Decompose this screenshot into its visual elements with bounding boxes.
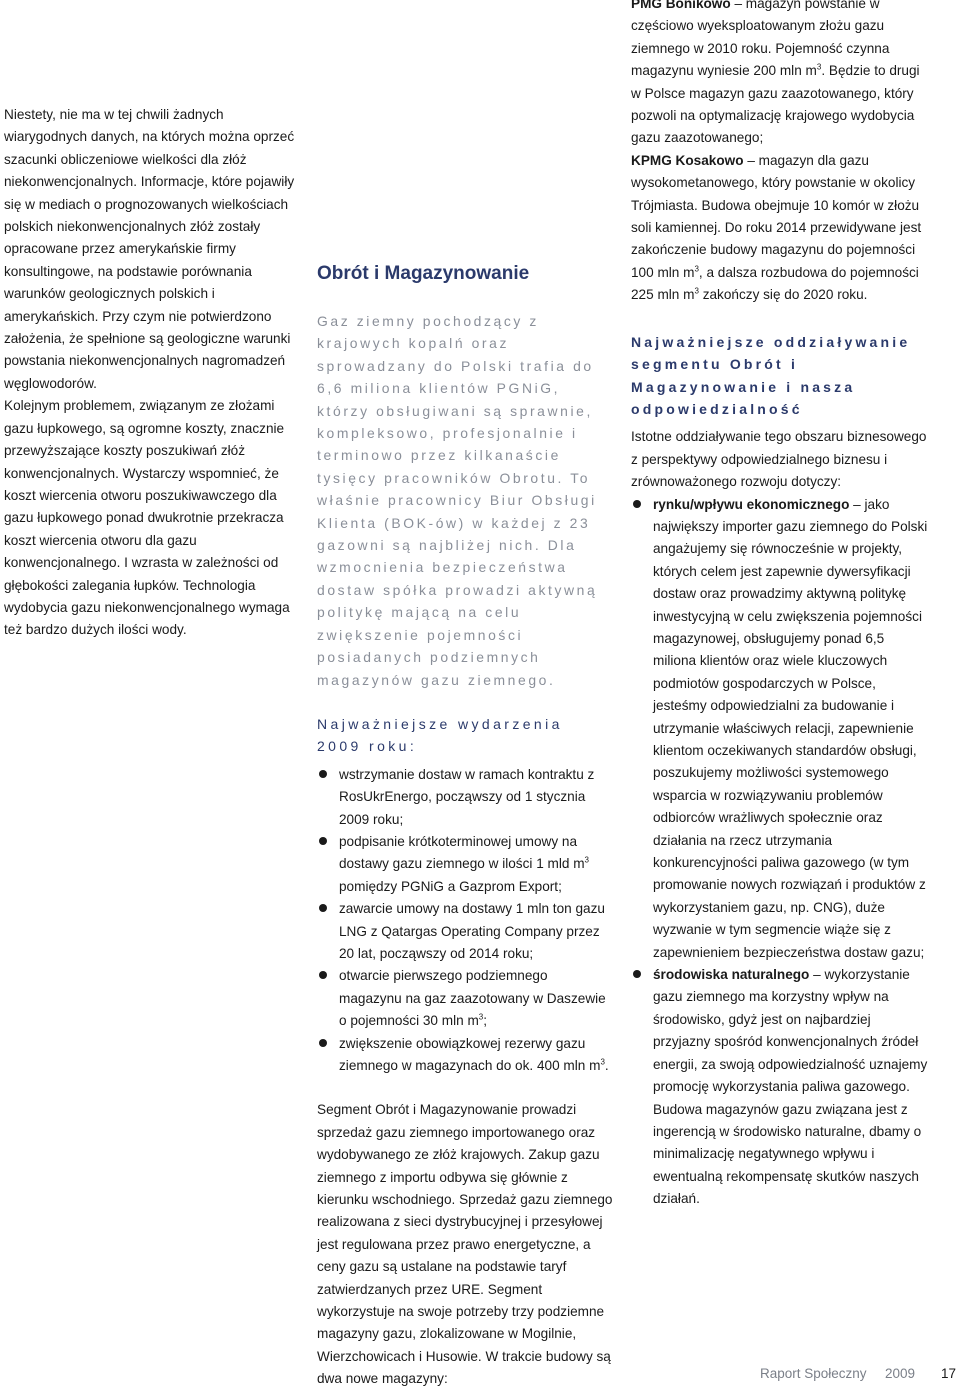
- body-paragraph: Niestety, nie ma w tej chwili żadnych wiarygodnych danych, na których można oprzeć szacunki obliczeniowe wielkości dla złóż niekonwencjonalnych. Informacje, które pojawiły się w mediach o prognozowanych wielkościach polskich niekonwencjonalnych złóż zostały opracowane przez amerykańskie firmy konsultingowe, na podstawie porównania warunków geologicznych polskich i amerykańskich. Przy czym nie potwierdzono założenia, że spełnione są geologiczne warunki powstania niekonwencjonalnych nagromadzeń węglowodorów.: [4, 107, 295, 391]
- event-item: podpisanie krótkoterminowej umowy na dostawy gazu ziemnego w ilości 1 mld $m^3$ pomiędzy PGNiG a Gazprom Export;: [317, 831, 613, 898]
- column-right: [631, 0, 931, 1211]
- body-paragraph: Kolejnym problemem, związanym ze złożami gazu łupkowego, są ogromne koszty, znacznie przewyższające koszty poszukiwań złóż konwencjonalnych. Wystarczy wspomnieć, że koszt wiercenia otworu poszukiwawczego dla gazu łupkowego ponad dwukrotnie przekracza koszt wiercenia otworu dla gazu konwencjonalnego. I wzrasta w zależności od głębokości zalegania łupków. Technologia wydobycia gazu niekonwencjonalnego wymaga też bardzo dużych ilości wody.: [4, 398, 290, 638]
- events-heading: Najważniejsze wydarzenia 2009 roku:: [317, 715, 563, 755]
- event-item: zawarcie umowy na dostawy 1 mln ton gazu LNG z Qatargas Operating Company przez 20 lat, począwszy od 2014 roku;: [317, 898, 613, 965]
- footer-report: Raport Społeczny: [760, 1366, 867, 1381]
- event-item: wstrzymanie dostaw w ramach kontraktu z RosUkrEnergo, począwszy od 1 stycznia 2009 roku;: [317, 764, 613, 831]
- impact-list: [631, 494, 931, 1211]
- bonikowo-name: PMG Bonikowo: [631, 0, 731, 11]
- impact-item: rynku/wpływu ekonomicznego – jako największy importer gazu ziemnego do Polski angażujemy się równocześnie w projekty, których celem jest zapewnie dywersyfikacji dostaw oraz prowadzimy aktywną politykę inwestycyjną w celu zwiększenia pojemności magazynowej, obsługujemy ponad 6,5 miliona klientów oraz wiele kluczowych podmiotów gospodarczych w Polsce, jesteśmy odpowiedzialni za budowanie i utrzymanie właściwych relacji, zapewnienie klientom oczekiwanych standardów obsługi, poszukujemy możliwości systemowego wsparcia w rozwiązywaniu problemów odbiorców wrażliwych społecznie oraz działania na rzecz utrzymania konkurencyjności paliwa gazowego (w tym promowanie nowych rozwiązań i produktów z wykorzystaniem gazu, np. CNG), duże wyzwanie w tym segmencie wiąże się z zapewnieniem bezpieczeństwa dostaw gazu;: [631, 494, 931, 965]
- column-left: [4, 104, 296, 642]
- segment-paragraph: Segment Obrót i Magazynowanie prowadzi sprzedaż gazu ziemnego importowanego oraz wydobywanego ze złóż krajowych. Zakup gazu ziemnego z importu odbywa się głównie z kierunku wschodniego. Sprzedaż gazu ziemnego realizowana z sieci dystrybucyjnej i przesyłowej jest regulowana przez prawo energetyczne, a ceny gazu są ustalane na podstawie taryf zatwierdzanych przez URE. Segment wykorzystuje na swoje potrzeby trzy podziemne magazyny gazu, zlokalizowane w Mogilnie, Wierzchowicach i Husowie. W trakcie budowy są dwa nowe magazyny:: [317, 1102, 613, 1387]
- impact-item: środowiska naturalnego – wykorzystanie gazu ziemnego ma korzystny wpływ na środowisko, gdyż jest on najbardziej przyjazny spośród konwencjonalnych źródeł energii, za swoją odpowiedzialność uznajemy promocję wykorzystania paliwa gazowego. Budowa magazynów gazu związana jest z ingerencją w środowisko naturalne, dbamy o minimalizację negatywnego wpływu i ewentualną rekompensatę skutków naszych działań.: [631, 964, 931, 1210]
- footer-page-number: 17: [941, 1366, 957, 1381]
- kosakowo-name: KPMG Kosakowo: [631, 152, 744, 168]
- impact-heading: Najważniejsze oddziaływanie segmentu Obrót i Magazynowanie i nasza odpowiedzialność: [631, 333, 911, 417]
- bonikowo-paragraph: PMG Bonikowo – magazyn powstanie w częściowo wyeksploatowanym złożu gazu ziemnego w 2010 roku. Pojemność czynna magazynu wyniesie 200 mln $m^3$. Będzie to drugi w Polsce magazyn gazu zaazotowanego, który pozwoli na optymalizację krajowego wydobycia gazu zaazotowanego;: [631, 0, 931, 150]
- column-middle: [317, 262, 613, 1391]
- events-list: [317, 764, 613, 1078]
- kosakowo-paragraph: KPMG Kosakowo – magazyn dla gazu wysokometanowego, który powstanie w okolicy Trójmiasta. Budowa obejmuje 10 komór w złożu soli kamiennej. Do roku 2014 przewidywane jest zakończenie budowy magazynu do pojemności 100 mln $m^3$, a dalsza rozbudowa do pojemności 225 mln $m^3$ zakończy się do 2020 roku.: [631, 152, 922, 303]
- event-item: zwiększenie obowiązkowej rezerwy gazu ziemnego w magazynach do ok. 400 mln $m^3$.: [317, 1033, 613, 1078]
- impact-intro: Istotne oddziaływanie tego obszaru biznesowego z perspektywy odpowiedzialnego biznesu i zrównoważonego rozwoju dotyczy:: [631, 429, 927, 490]
- section-intro: Gaz ziemny pochodzący z krajowych kopalń oraz sprowadzany do Polski trafia do 6,6 miliona klientów PGNiG, którzy obsługiwani są sprawnie, kompleksowo, profesjonalnie i terminowo przez kilkanaście tysięcy pracowników Obrotu. To właśnie pracownicy Biur Obsługi Klienta (BOK-ów) w każdej z 23 gazowni są najbliżej nich. Dla wzmocnienia bezpieczeństwa dostaw spółka prowadzi aktywną politykę mającą na celu zwiększenie pojemności posiadanych podziemnych magazynów gazu ziemnego.: [317, 313, 598, 688]
- section-title: Obrót i Magazynowanie: [317, 263, 530, 284]
- footer-year: 2009: [885, 1366, 916, 1381]
- event-item: otwarcie pierwszego podziemnego magazynu na gaz zaazotowany w Daszewie o pojemności 30 mln $m^3$;: [317, 965, 613, 1032]
